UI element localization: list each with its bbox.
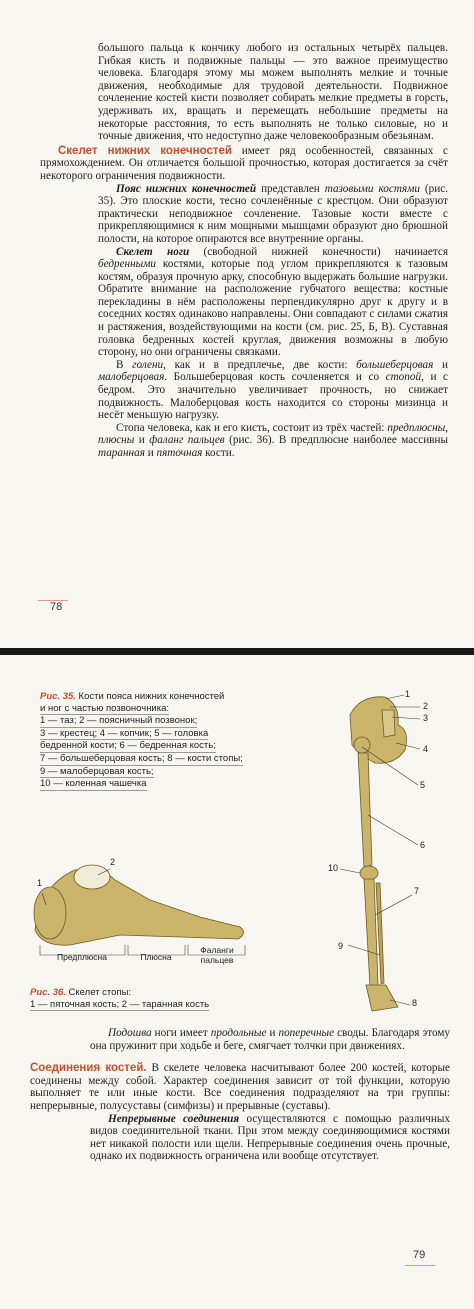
paragraph-lower-limbs: Скелет нижних конечностей имеет ряд особенностей, связанных с прямохождением. Он отличается большой прочностью, которая достигается за счёт некоторого ограничения подвижности. <box>40 144 448 182</box>
paragraph-leg: Скелет ноги (свободной нижней конечности) начинается бедренными костями, которые под углом прикрепляются к тазовым костям, образуя прочную арку, способную выдержать большие нагрузки. Обратите внимание на расположение губчатого вещества: костные перекладины в нём расположены перпендикулярно друг к другу и в соседних костях одинаково направлены. Они совпадают с силами сжатия и растяжения, воздействующими на кости (см. рис. 25, Б, В). Суставная головка бедренных костей круглая, движения возможны в любую сторону, но они ограничены связками. <box>98 245 449 359</box>
fig36-number-1: 1 <box>37 878 43 888</box>
foot-part-phalanges: Фаланги пальцев <box>200 945 234 965</box>
page-79 <box>0 655 474 1309</box>
page-number-rule <box>405 1265 435 1266</box>
section-heading-lower-limbs: Скелет нижних конечностей <box>58 144 232 157</box>
paragraph-foot: Стопа человека, как и его кисть, состоит из трёх частей: предплюсны, плюсны и фаланг пальцев (рис. 36). В предплюсне наиболее массивны таранная и пяточная кости. <box>98 421 448 459</box>
foot-part-tarsus: Предплюсна <box>57 952 107 962</box>
foot-part-metatarsus: Плюсна <box>140 952 172 962</box>
fig35-number-6: 6 <box>420 840 426 850</box>
page79-body <box>30 1027 450 1163</box>
fig35-number-5: 5 <box>420 780 426 790</box>
page78-body <box>40 42 449 460</box>
paragraph-continuous: Непрерывные соединения осуществляются с помощью различных видов соединительной ткани. При этом между соединяющимися костями нет никакой полости или щели. Непрерывные соединения очень прочные, однако их подвижность ограничена или вообще отсутствует. <box>90 1112 450 1163</box>
fig35-number-9: 9 <box>338 941 344 951</box>
figure-35-label: Рис. 35. <box>40 691 76 702</box>
fig35-number-10: 10 <box>328 863 339 873</box>
fig35-number-2: 2 <box>423 701 429 711</box>
page-78 <box>0 0 474 650</box>
section-heading-joints: Соединения костей. <box>30 1062 147 1075</box>
fig35-number-7: 7 <box>414 886 420 896</box>
figure-36-foot-skeleton <box>0 655 474 1309</box>
fig36-number-2: 2 <box>110 857 116 867</box>
calcaneus-bone <box>34 887 66 939</box>
fig35-number-1: 1 <box>405 689 411 699</box>
page-number-78: 78 <box>50 601 63 613</box>
page-number-79: 79 <box>413 1249 426 1261</box>
figure-35-caption: Рис. 35. Кости пояса нижних конечностей и ног с частью позвоночника: 1 — таз; 2 — поясничный позвонок; 3 — крестец; 4 — копчик; 5 — головка бедренной кости; 6 — бедренная кость; 7 — большеберцовая кость; 8 — кости стопы; 9 — малоберцовая кость; 10 — коленная чашечка <box>40 691 243 790</box>
paragraph-hand: большого пальца к кончику любого из остальных четырёх пальцев. Гибкая кисть и подвижные пальцы — это важное преимущество человека. Благодаря этому мы можем выполнять мелкие и точные движения, необходимые для трудовой деятельности. Подвижное сочленение костей кисти позволяет собирать мелкие предметы в горсть, удерживать их, вращать и перемещать небольшие предметы на некоторые расстояния, то есть выполнять не только силовые, но и точные движения, что недоступно даже человекообразным обезьянам. <box>98 42 448 143</box>
figure-36-caption: Рис. 36. Скелет стопы: 1 — пяточная кость; 2 — таранная кость <box>30 987 210 1010</box>
fig35-number-3: 3 <box>423 713 429 723</box>
figure-36-label: Рис. 36. <box>30 987 66 998</box>
paragraph-pelvis: Пояс нижних конечностей представлен тазовыми костями (рис. 35). Это плоские кости, тесно сочленённые с крестцом. Они образуют практически неподвижное сочленение. Тазовые кости вместе с прикрепляющимися к ним мощными мышцами образуют дно брюшной полости, на которое опираются все внутренние органы. <box>98 182 448 245</box>
paragraph-shin: В голени, как и в предплечье, две кости: большеберцовая и малоберцовая. Большеберцовая кость сочленяется и со стопой, и с бедром. Это значительно увеличивает прочность, но снижает подвижность. Малоберцовая кость находится со стороны мизинца и несёт меньшую нагрузку. <box>98 358 448 422</box>
talus-bone <box>74 865 110 889</box>
fig35-number-8: 8 <box>412 998 418 1008</box>
paragraph-joints: Соединения костей. В скелете человека насчитывают более 200 костей, которые соединены между собой. Характер соединения зависит от той функции, которую выполняет те или иные кости. Все соединения подразделяют на три группы: непрерывные, полусуставы (симфизы) и прерывные (суставы). <box>30 1062 450 1112</box>
paragraph-sole: Подошва ноги имеет продольные и поперечные своды. Благодаря этому она пружинит при ходьбе и беге, смягчает толчки при движениях. <box>90 1027 450 1052</box>
fig35-number-4: 4 <box>423 744 429 754</box>
foot-bone-shape <box>35 869 244 945</box>
